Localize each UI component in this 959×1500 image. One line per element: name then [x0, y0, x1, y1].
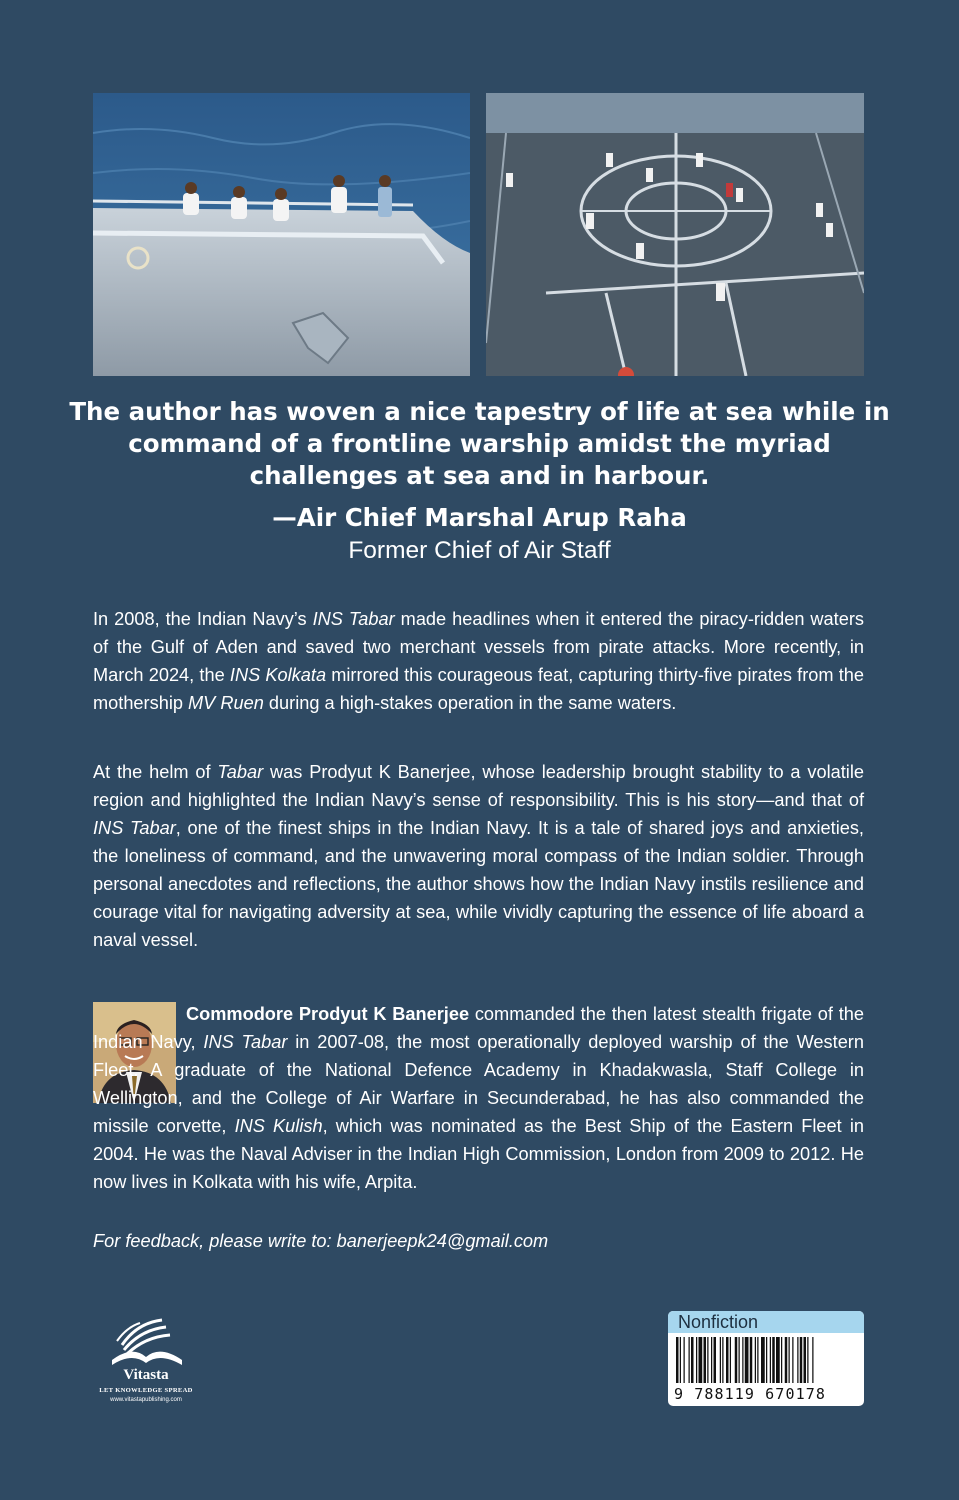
barcode-bar	[745, 1337, 749, 1383]
barcode-bar	[770, 1337, 771, 1383]
deck-volleyball-photo	[486, 93, 864, 376]
open-book-icon	[92, 1315, 200, 1370]
barcode-bar	[755, 1337, 756, 1383]
barcode-bar	[730, 1337, 731, 1383]
publisher-logo	[92, 1315, 200, 1410]
barcode-bar	[797, 1337, 798, 1383]
publisher-tagline: LET KNOWLEDGE SPREAD	[99, 1387, 193, 1394]
italic-text: Tabar	[217, 762, 264, 782]
blurb-paragraph-1	[93, 605, 864, 717]
barcode-bar	[757, 1337, 758, 1383]
publisher-name: Vitasta	[123, 1367, 169, 1383]
text-run: during a high-stakes operation in the same waters.	[263, 693, 677, 713]
text-run: made headlines when it entered the piracy-ridden waters of the Gulf of Aden and saved two merchant vessels from pirate attacks. More recently, in March 2024, the	[93, 609, 864, 685]
barcode-bar	[680, 1337, 681, 1383]
author-bio	[93, 1000, 864, 1196]
barcode-bar	[676, 1337, 679, 1383]
italic-text: INS Tabar	[203, 1032, 288, 1052]
barcode-bar	[766, 1337, 767, 1383]
barcode-bar	[735, 1337, 738, 1383]
barcode-bar	[739, 1337, 740, 1383]
barcode-bar	[804, 1337, 807, 1383]
text-run: , which was nominated as the Best Ship of the Eastern Fleet in 2004. He was the Naval Adviser in the Indian High Commission, London from 2009 to 2012. He now lives in Kolkata with his wife, Arpita.	[93, 1116, 864, 1192]
text-run: in 2007-08, the most operationally deployed warship of the Western Fleet. A graduate of the National Defence Academy in Khadakwasla, Staff College in Wellington, and the College of Air Warfare in Secunderabad, he has also commanded the missile corvette,	[93, 1032, 864, 1136]
barcode-bar	[812, 1337, 813, 1383]
barcode-bar	[696, 1337, 697, 1383]
bold-text: Commodore Prodyut K Banerjee	[186, 1004, 470, 1024]
italic-text: INS Tabar	[312, 609, 395, 629]
isbn-number: 9 788119 670178	[674, 1385, 826, 1403]
barcode-bar	[722, 1337, 723, 1383]
barcode-bar	[776, 1337, 780, 1383]
barcode-bar	[742, 1337, 743, 1383]
blurb-paragraph-2	[93, 758, 864, 954]
barcode-bar	[711, 1337, 712, 1383]
barcode-bar	[785, 1337, 788, 1383]
text-run: At the helm of	[93, 762, 218, 782]
barcode-bar	[689, 1337, 690, 1383]
barcode-bar	[704, 1337, 707, 1383]
italic-text: INS Kolkata	[229, 665, 327, 685]
barcode-bar	[684, 1337, 685, 1383]
text-run: mirrored this courageous feat, capturing thirty-five pirates from the mothership	[93, 665, 864, 713]
barcode-bar	[714, 1337, 717, 1383]
barcode-bar	[789, 1337, 790, 1383]
barcode-bar	[800, 1337, 803, 1383]
barcode-bar	[792, 1337, 793, 1383]
barcode-bar	[720, 1337, 721, 1383]
barcode-bar	[781, 1337, 782, 1383]
text-run: In 2008, the Indian Navy’s	[93, 609, 313, 629]
italic-text: MV Ruen	[188, 693, 264, 713]
text-run: was Prodyut K Banerjee, whose leadership brought stability to a volatile region and highlighted the Indian Navy’s sense of responsibility. This is his story—and that of	[93, 762, 864, 810]
endorser-name: —Air Chief Marshal Arup Raha	[272, 503, 687, 532]
barcode-panel	[668, 1311, 864, 1406]
text-run: commanded the then latest stealth frigate of the Indian Navy,	[93, 1004, 864, 1052]
barcode-bar	[772, 1337, 775, 1383]
barcode-bar	[699, 1337, 703, 1383]
barcode-bar	[726, 1337, 729, 1383]
italic-text: INS Kulish	[234, 1116, 323, 1136]
endorser-title: Former Chief of Air Staff	[348, 537, 611, 564]
barcode-bar	[707, 1337, 708, 1383]
barcode-bar	[691, 1337, 694, 1383]
barcode-bar	[807, 1337, 808, 1383]
publisher-url[interactable]: www.vitastapublishing.com	[110, 1397, 182, 1403]
endorsement-quote: The author has woven a nice tapestry of life at sea while in command of a frontline warship amidst the myriad challenges at sea and in harbour.	[69, 397, 890, 490]
text-run: , one of the finest ships in the Indian Navy. It is a tale of shared joys and anxieties, the loneliness of command, and the unwavering moral compass of the Indian soldier. Through personal anecdotes and reflections, the author shows how the Indian Navy instils resilience and courage vital for navigating adversity at sea, while vividly capturing the essence of life aboard a naval vessel.	[93, 818, 864, 950]
feedback-email[interactable]: For feedback, please write to: banerjeepk24@gmail.com	[93, 1231, 549, 1251]
genre-label: Nonfiction	[668, 1311, 864, 1333]
barcode-bar	[750, 1337, 753, 1383]
rowing-photo	[93, 93, 470, 376]
barcode-icon	[676, 1337, 856, 1385]
italic-text: INS Tabar	[93, 818, 176, 838]
barcode-bar	[761, 1337, 765, 1383]
